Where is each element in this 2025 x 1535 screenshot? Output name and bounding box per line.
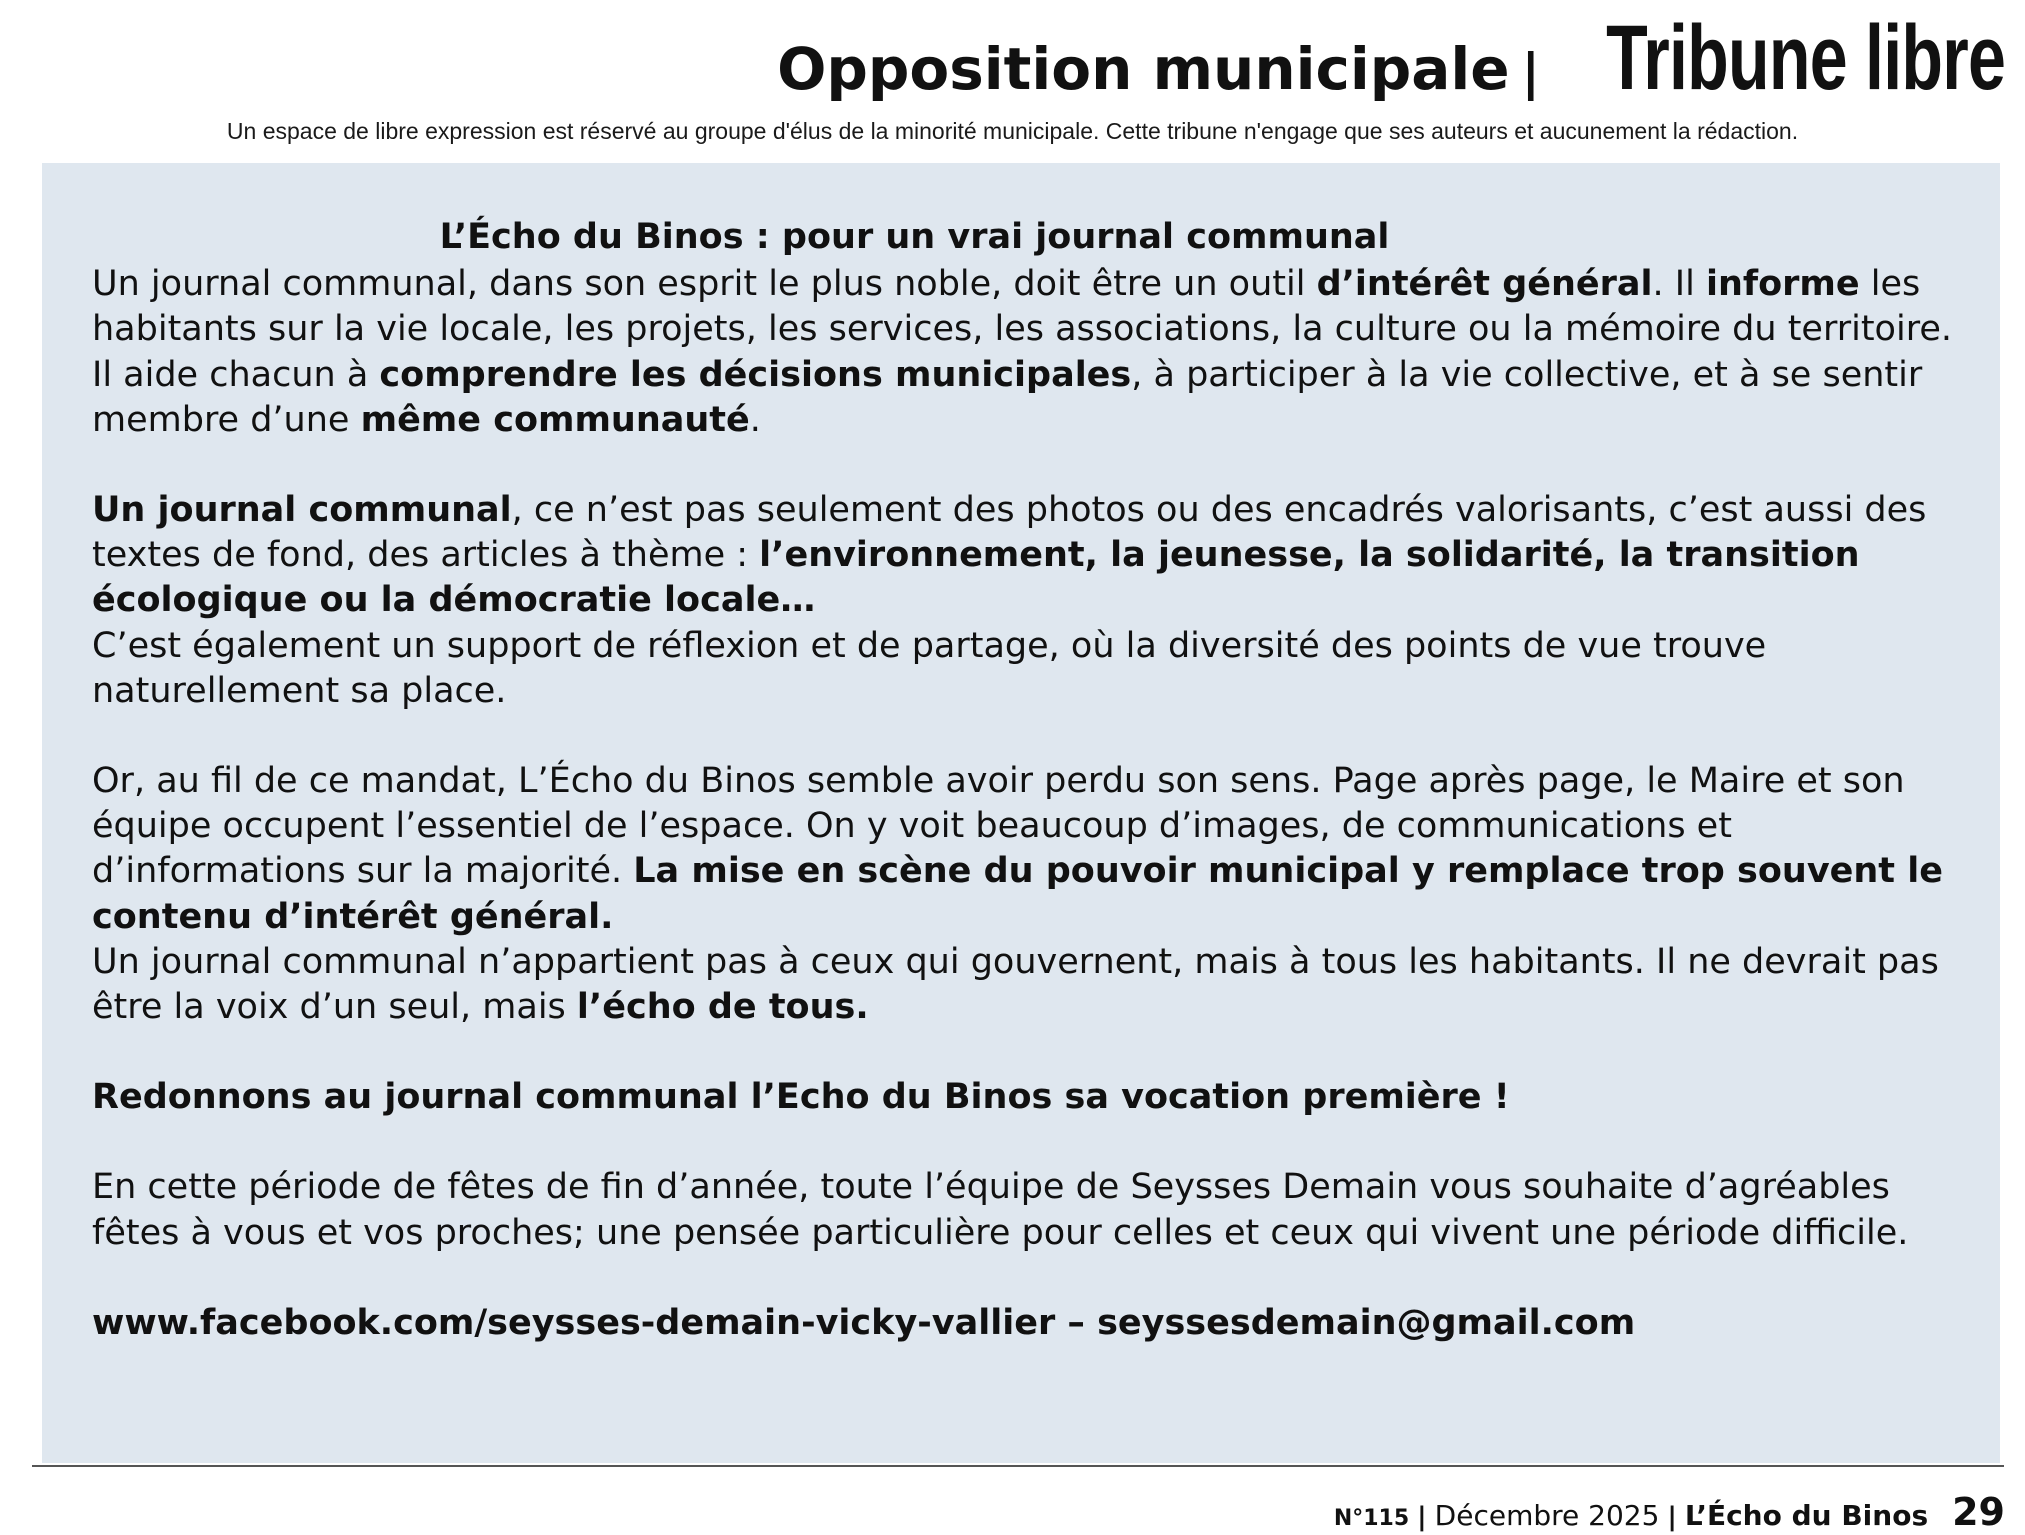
issue-date: Décembre 2025 <box>1434 1499 1660 1532</box>
footer-divider <box>32 1465 2004 1467</box>
text-run: , à participer à la vie collective, et à se sentir membre d’une <box>92 354 1923 440</box>
emphasis-text: l’écho de tous. <box>576 987 869 1028</box>
text-run: Un journal communal n’appartient pas à ceux qui gouvernent, mais à tous les habitants. Il ne devrait pas être la voix d’un seul, mais <box>92 941 1939 1028</box>
emphasis-text: même communauté <box>360 399 750 440</box>
issue-number: N°115 <box>1333 1506 1410 1531</box>
emphasis-text: informe <box>1705 264 1860 305</box>
paragraph-call-to-action <box>92 1075 1972 1120</box>
emphasis-text: La mise en scène du pouvoir municipal y remplace trop souvent le contenu d’intérêt général. <box>92 851 1943 937</box>
text-run: les habitants sur la vie locale, les projets, les services, les associations, la culture ou la mémoire du territoire. Il aide chacun à <box>92 264 1952 395</box>
paragraph-greetings: En cette période de fêtes de fin d’année, toute l’équipe de Seysses Demain vous souhaite d’agréables fêtes à vous et vos proches; une pensée particulière pour celles et ceux qui vivent une période difficile. <box>92 1167 1909 1253</box>
article-headline: L’Écho du Binos : pour un vrai journal communal <box>439 217 1390 257</box>
contact-line <box>92 1301 1972 1346</box>
article-body <box>92 215 1972 1391</box>
publication-name: L’Écho du Binos <box>1684 1499 1929 1532</box>
emphasis-text: Un journal communal <box>92 490 512 531</box>
footer-separator: | <box>1667 1502 1677 1532</box>
paragraph-themes <box>92 488 1972 624</box>
emphasis-text: d’intérêt général <box>1316 264 1653 305</box>
paragraph-reflection: C’est également un support de réflexion et de partage, où la diversité des points de vue trouve naturellement sa place. <box>92 625 1767 711</box>
paragraph-voice <box>92 940 1972 1030</box>
page-header <box>777 6 2005 111</box>
contact-text: www.facebook.com/seysses-demain-vicky-vallier – seyssesdemain@gmail.com <box>92 1302 1636 1343</box>
disclaimer-text: Un espace de libre expression est réservé au groupe d'élus de la minorité municipale. Cette tribune n'engage que ses auteurs et aucunement la rédaction. <box>226 118 1799 144</box>
header-separator: | <box>1521 43 1540 101</box>
paragraph-critique <box>92 759 1972 940</box>
emphasis-text: comprendre les décisions municipales <box>379 354 1132 395</box>
text-run: , ce n’est pas seulement des photos ou des encadrés valorisants, c’est aussi des textes de fond, des articles à thème : <box>92 490 1927 576</box>
rubric-title: Tribune libre <box>1606 7 2005 109</box>
paragraph-intro <box>92 262 1972 443</box>
text-run: Un journal communal, dans son esprit le plus noble, doit être un outil <box>92 264 1317 305</box>
emphasis-text: Redonnons au journal communal l’Echo du Binos sa vocation première ! <box>92 1077 1510 1118</box>
emphasis-text: l’environnement, la jeunesse, la solidarité, la transition écologique ou la démocratie locale… <box>92 535 1860 621</box>
page-footer <box>1334 1490 2005 1534</box>
text-run: Or, au fil de ce mandat, L’Écho du Binos semble avoir perdu son sens. Page après page, le Maire et son équipe occupent l’essentiel de l’espace. On y voit beaucoup d’images, de communications et d’informations sur la majorité. <box>92 761 1905 892</box>
text-run: . <box>749 399 761 440</box>
text-run: . Il <box>1652 264 1706 305</box>
section-title: Opposition municipale <box>777 35 1510 103</box>
footer-separator: | <box>1417 1502 1427 1532</box>
page-number: 29 <box>1952 1490 2005 1534</box>
